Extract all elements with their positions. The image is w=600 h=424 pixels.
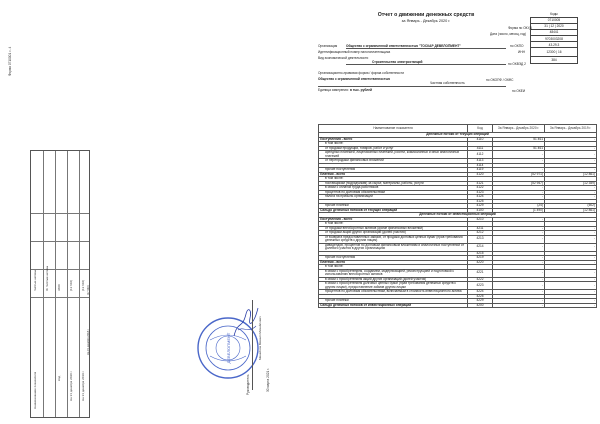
row-value-2020: - [493, 186, 545, 191]
row-value-2019: (502) [545, 204, 597, 209]
row-code: 4129 [468, 204, 493, 209]
row-value-2020: (1 490) [493, 208, 545, 213]
row-code: 4210 [468, 217, 493, 222]
row-value-2019: (12 861) [545, 172, 597, 177]
table-row [319, 243, 597, 251]
row-code: 4220 [468, 260, 493, 265]
stamp-text: ДЕВЕЛОПМЕНТ [226, 332, 231, 364]
row-value-2020: - [493, 269, 545, 277]
units-label: Единица измерения: [318, 88, 349, 92]
row-code: 4211 [468, 226, 493, 231]
row-value-2019: - [545, 146, 597, 151]
table-row [319, 269, 597, 277]
row-value-2020: 51 461 [493, 137, 545, 142]
row-code: 4215 [468, 251, 493, 256]
row-code: 4222 [468, 277, 493, 282]
legal-form-label: Организационно-правовая форма / форма собственности [318, 71, 404, 75]
code-okved: 43.29.3 [531, 42, 578, 48]
row-name: Сальдо денежных потоков от инвестиционных операций [319, 303, 468, 308]
row-name: от продажи внеоборотных активов (кроме финансовых вложений) [319, 226, 468, 231]
row-value-2020: - [493, 260, 545, 265]
row-value-2020: - [493, 195, 545, 200]
row-value-2019: - [545, 299, 597, 304]
row-name: Платежи - всего [319, 260, 468, 265]
left-row-code: 3600 [57, 284, 61, 291]
row-name: процентов по долговым обязательствам [319, 190, 468, 195]
label-okud: Форма по ОКУД [508, 26, 532, 30]
row-value-2020: (52 971) [493, 172, 545, 177]
row-code: 4212 [468, 231, 493, 236]
col-2020: За Январь - Декабрь 2020 г. [493, 125, 545, 133]
left-col-code: Код [57, 375, 61, 381]
row-value-2019: - [545, 159, 597, 164]
left-col-2019: На 31 декабря 2019 г. [81, 370, 85, 401]
left-row-2019: (13 610) [81, 279, 85, 291]
row-value-2019: - [545, 226, 597, 231]
row-value-2020: - [493, 277, 545, 282]
row-value-2019: - [545, 195, 597, 200]
row-name: в том числе: [319, 177, 468, 182]
legal-form-value: Общество с ограниченной ответственностью [318, 77, 391, 81]
row-name: процентов по долговым обязательствам, включаемым в стоимость инвестиционного актива [319, 290, 468, 295]
table-row [319, 235, 597, 243]
row-name: налога на прибыль организаций [319, 195, 468, 200]
row-value-2020: - [493, 290, 545, 295]
row-value-2020: - [493, 303, 545, 308]
label-okpo: по ОКПО [510, 44, 524, 48]
cash-flow-table [318, 124, 597, 308]
row-code: 4219 [468, 256, 493, 261]
activity-value: Строительство электростанций [372, 60, 423, 64]
row-value-2020: - [493, 282, 545, 290]
code-okpo: 48441 [531, 29, 578, 35]
code-okopf: 12300 | 16 [531, 48, 578, 57]
codes-label: Коды [550, 12, 558, 17]
row-code: 4123 [468, 190, 493, 195]
row-name: Сальдо денежных потоков от текущих операций [319, 208, 468, 213]
row-name: от возврата предоставленных займов, от продажи долговых ценных бумаг (прав требования денежных средств к другим лицам) [319, 235, 468, 243]
row-code: 4223 [468, 282, 493, 290]
label-okopf: по ОКОПФ / ОКФС [486, 78, 514, 82]
row-name: Поступления - всего [319, 137, 468, 142]
row-code: 4119 [468, 168, 493, 173]
row-name: Поступления - всего [319, 217, 468, 222]
row-value-2020: (52 947) [493, 181, 545, 186]
codes-table [530, 12, 578, 64]
row-code: 4111 [468, 146, 493, 151]
row-value-2019: - [545, 190, 597, 195]
row-value-2019: - [545, 303, 597, 308]
code-inn: 9703003208 [531, 36, 578, 42]
org-value: Общество с ограниченной ответственностью "ТОСКАР ДЕВЕЛОПМЕНТ" [346, 44, 461, 48]
code-okei: 384 [531, 57, 578, 63]
row-code: 4124 [468, 195, 493, 200]
row-code: 4125 [468, 199, 493, 204]
row-name: арендных платежей, лицензионных платежей, роялти, комиссионных и иных аналогичных платежей [319, 151, 468, 159]
units-value: в тыс. рублей [350, 88, 372, 92]
row-name: от перепродажи финансовых вложений [319, 159, 468, 164]
row-code: 4224 [468, 290, 493, 295]
report-title: Отчет о движении денежных средств [377, 12, 475, 18]
row-name: прочие платежи [319, 204, 468, 209]
left-row-2018: (17 540) [87, 285, 90, 295]
row-name: в связи с оплатой труда работников [319, 186, 468, 191]
label-date: Дата (число, месяц, год) [490, 32, 527, 36]
row-name: прочие платежи [319, 299, 468, 304]
row-code: 4100 [468, 208, 493, 213]
sign-date: 30 марта 2021 г. [266, 368, 270, 392]
row-name: в том числе: [319, 142, 468, 147]
row-value-2020: - [493, 256, 545, 261]
row-name: от продажи акций других организаций (долей участия) [319, 231, 468, 236]
row-code: 4229 [468, 299, 493, 304]
col-code: Код [468, 125, 493, 133]
row-name: в связи с приобретением, созданием, модернизацией, реконструкцией и подготовкой к использованию внеоборотных активов [319, 269, 468, 277]
row-value-2019: - [545, 235, 597, 243]
report-period: за Январь - Декабрь 2020 г. [401, 18, 451, 23]
label-okved: по ОКВЭД 2 [508, 62, 526, 66]
row-name: прочие поступления [319, 168, 468, 173]
row-code: 4110 [468, 137, 493, 142]
left-form-code: Форма 0710001 с. 4 [8, 46, 12, 76]
section-title: Денежные потоки от текущих операций [319, 133, 597, 138]
row-value-2019: - [545, 282, 597, 290]
row-value-2020: - [493, 190, 545, 195]
row-code: 4121 [468, 181, 493, 186]
row-value-2019: - [545, 151, 597, 159]
left-row-label: Чистые активы [33, 269, 37, 291]
row-code: 4200 [468, 303, 493, 308]
row-name: в связи с приобретением акций других организаций (долей участия) [319, 277, 468, 282]
row-name: в связи с приобретением долговых ценных бумаг (прав требования денежных средств к другим лицам), предоставление займов другим лицам [319, 282, 468, 290]
row-value-2019: - [545, 217, 597, 222]
row-value-2019: (12 359) [545, 181, 597, 186]
label-inn: ИНН [518, 50, 525, 54]
row-value-2020: - [493, 243, 545, 251]
row-value-2019: - [545, 269, 597, 277]
row-code: 4221 [468, 269, 493, 277]
row-name: дивидендов, процентов по долговым финансовым вложениям и аналогичных поступлений от долевого участия в других организациях [319, 243, 468, 251]
inn-label: Идентификационный номер налогоплательщика [318, 50, 391, 54]
row-code: 4213 [468, 235, 493, 243]
section-title: Денежные потоки от инвестиционных операций [319, 213, 597, 218]
row-value-2020: - [493, 159, 545, 164]
col-2019: За Январь - Декабрь 2019 г. [545, 125, 597, 133]
left-section: III. Чистые активы [45, 265, 49, 291]
row-value-2019: - [545, 260, 597, 265]
row-code: 4114 [468, 163, 493, 168]
row-code: 4225 [468, 294, 493, 299]
ownership-value: Частная собственность [430, 81, 465, 85]
row-code: 4120 [468, 172, 493, 177]
net-assets-table [30, 150, 90, 418]
code-date: 31 | 12 | 2020 [531, 23, 578, 29]
row-value-2020: - [493, 217, 545, 222]
row-value-2020: - [493, 168, 545, 173]
row-value-2020: - [493, 151, 545, 159]
row-name: Платежи - всего [319, 172, 468, 177]
row-name: в том числе: [319, 265, 468, 270]
left-row-2020: (13 610) [69, 279, 73, 291]
row-value-2020: (24) [493, 204, 545, 209]
row-value-2019: - [545, 137, 597, 142]
table-row [319, 303, 597, 308]
left-col-2020: На 31 декабря 2020 г. [69, 370, 73, 401]
row-value-2019: - [545, 186, 597, 191]
row-value-2019: - [545, 256, 597, 261]
left-col-2018: На 31 декабря 2018 г. [87, 328, 90, 355]
row-value-2020: - [493, 235, 545, 243]
signature [228, 300, 262, 340]
activity-label: Вид экономической деятельности [318, 56, 369, 60]
org-label: Организация [318, 44, 338, 48]
signature-label: Руководитель [246, 374, 250, 395]
row-name: прочие поступления [319, 256, 468, 261]
row-value-2020: 51 461 [493, 146, 545, 151]
row-code: 4112 [468, 151, 493, 159]
row-value-2019: - [545, 243, 597, 251]
row-value-2020: - [493, 226, 545, 231]
row-value-2019: - [545, 231, 597, 236]
row-code: 4122 [468, 186, 493, 191]
code-okud: 0710005 [531, 17, 578, 23]
row-value-2019: (12 861) [545, 208, 597, 213]
row-value-2019: - [545, 168, 597, 173]
row-code: 4214 [468, 243, 493, 251]
row-name: от продажи продукции, товаров, работ и услуг [319, 146, 468, 151]
left-col-name: Наименование показателя [33, 371, 37, 409]
row-value-2019: - [545, 290, 597, 295]
row-code: 4113 [468, 159, 493, 164]
label-okei: по ОКЕИ [512, 89, 526, 93]
row-name: в том числе: [319, 222, 468, 227]
row-value-2019: - [545, 277, 597, 282]
col-name: Наименование показателя [319, 125, 468, 133]
row-value-2020: - [493, 231, 545, 236]
signer-name: Михайлов Михаил Михайлович [258, 316, 262, 360]
row-value-2020: - [493, 299, 545, 304]
row-name: поставщикам (подрядчикам) за сырье, материалы, работы, услуги [319, 181, 468, 186]
